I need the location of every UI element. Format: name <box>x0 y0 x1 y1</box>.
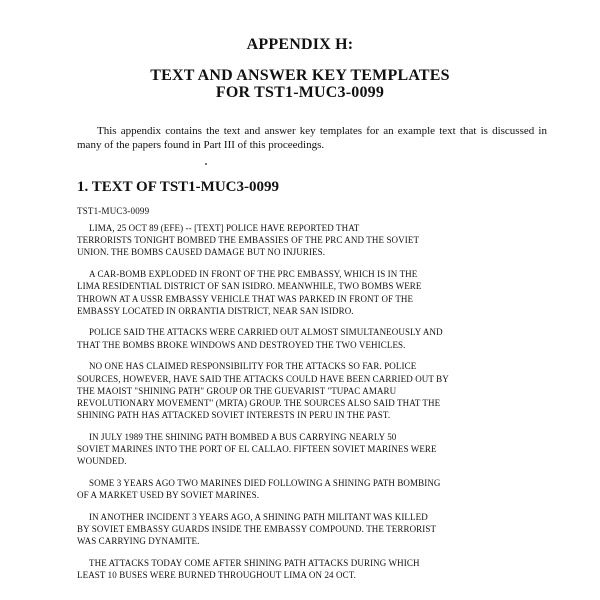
paragraph-line: WAS CARRYING DYNAMITE. <box>77 536 200 547</box>
appendix-title: APPENDIX H: <box>246 36 354 53</box>
stray-dot <box>205 163 207 165</box>
paragraph-line: LEAST 10 BUSES WERE BURNED THROUGHOUT LIMA ON 24 OCT. <box>77 570 356 581</box>
paragraph-line: THAT THE BOMBS BROKE WINDOWS AND DESTROYED THE TWO VEHICLES. <box>77 339 406 350</box>
paragraph-line: SOME 3 YEARS AGO TWO MARINES DIED FOLLOWING A SHINING PATH BOMBING <box>89 477 441 488</box>
paragraph-line: POLICE SAID THE ATTACKS WERE CARRIED OUT ALMOST SIMULTANEOUSLY AND <box>89 327 443 338</box>
intro-paragraph: This appendix contains the text and answer key templates for an example text that is discussed in many of the papers found in Part III of this proceedings. <box>77 125 547 151</box>
paragraph-line: SOURCES, HOWEVER, HAVE SAID THE ATTACKS COULD HAVE BEEN CARRIED OUT BY <box>77 373 449 384</box>
paragraph-line: BY SOVIET EMBASSY GUARDS INSIDE THE EMBASSY COMPOUND. THE TERRORIST <box>77 524 437 535</box>
paragraph-line: LIMA, 25 OCT 89 (EFE) -- [TEXT] POLICE HAVE REPORTED THAT <box>89 223 360 233</box>
paragraph-line: IN JULY 1989 THE SHINING PATH BOMBED A BUS CARRYING NEARLY 50 <box>89 431 397 442</box>
subtitle-line-1: TEXT AND ANSWER KEY TEMPLATES <box>150 67 450 84</box>
paragraph-line: A CAR-BOMB EXPLODED IN FRONT OF THE PRC EMBASSY, WHICH IS IN THE <box>89 269 418 280</box>
article-paragraph-1 <box>77 222 557 259</box>
paragraph-line: SOVIET MARINES INTO THE PORT OF EL CALLAO. FIFTEEN SOVIET MARINES WERE <box>77 444 437 455</box>
paragraph-line: LIMA RESIDENTIAL DISTRICT OF SAN ISIDRO. MEANWHILE, TWO BOMBS WERE <box>77 281 422 292</box>
article-paragraph-5 <box>77 431 557 468</box>
paragraph-line: WOUNDED. <box>77 456 127 467</box>
paragraph-line: REVOLUTIONARY MOVEMENT" (MRTA) GROUP. THE SOURCES ALSO SAID THAT THE <box>77 397 441 408</box>
paragraph-line: TERRORISTS TONIGHT BOMBED THE EMBASSIES OF THE PRC AND THE SOVIET <box>77 235 420 246</box>
subtitle-line-2: FOR TST1-MUC3-0099 <box>215 84 385 101</box>
section-heading: 1. TEXT OF TST1-MUC3-0099 <box>77 179 279 195</box>
paragraph-line: EMBASSY LOCATED IN ORRANTIA DISTRICT, NEAR SAN ISIDRO. <box>77 305 354 316</box>
article-paragraph-3 <box>77 326 557 350</box>
paragraph-line: THROWN AT A USSR EMBASSY VEHICLE THAT WAS PARKED IN FRONT OF THE <box>77 293 414 304</box>
article-paragraph-6 <box>77 477 557 501</box>
article-body <box>77 222 557 591</box>
paragraph-line: SHINING PATH HAS ATTACKED SOVIET INTERESTS IN PERU IN THE PAST. <box>77 410 391 421</box>
article-paragraph-2 <box>77 268 557 317</box>
paragraph-line: UNION. THE BOMBS CAUSED DAMAGE BUT NO INJURIES. <box>77 247 326 258</box>
document-id: TST1-MUC3-0099 <box>77 206 150 216</box>
article-paragraph-7 <box>77 511 557 548</box>
article-paragraph-8 <box>77 557 557 581</box>
paragraph-line: OF A MARKET USED BY SOVIET MARINES. <box>77 490 260 501</box>
article-paragraph-4 <box>77 360 557 421</box>
paragraph-line: THE MAOIST "SHINING PATH" GROUP OR THE GUEVARIST "TUPAC AMARU <box>77 385 397 396</box>
paragraph-line: THE ATTACKS TODAY COME AFTER SHINING PATH ATTACKS DURING WHICH <box>89 557 420 568</box>
paragraph-line: NO ONE HAS CLAIMED RESPONSIBILITY FOR THE ATTACKS SO FAR. POLICE <box>89 361 417 372</box>
paragraph-line: IN ANOTHER INCIDENT 3 YEARS AGO, A SHINING PATH MILITANT WAS KILLED <box>89 511 428 522</box>
